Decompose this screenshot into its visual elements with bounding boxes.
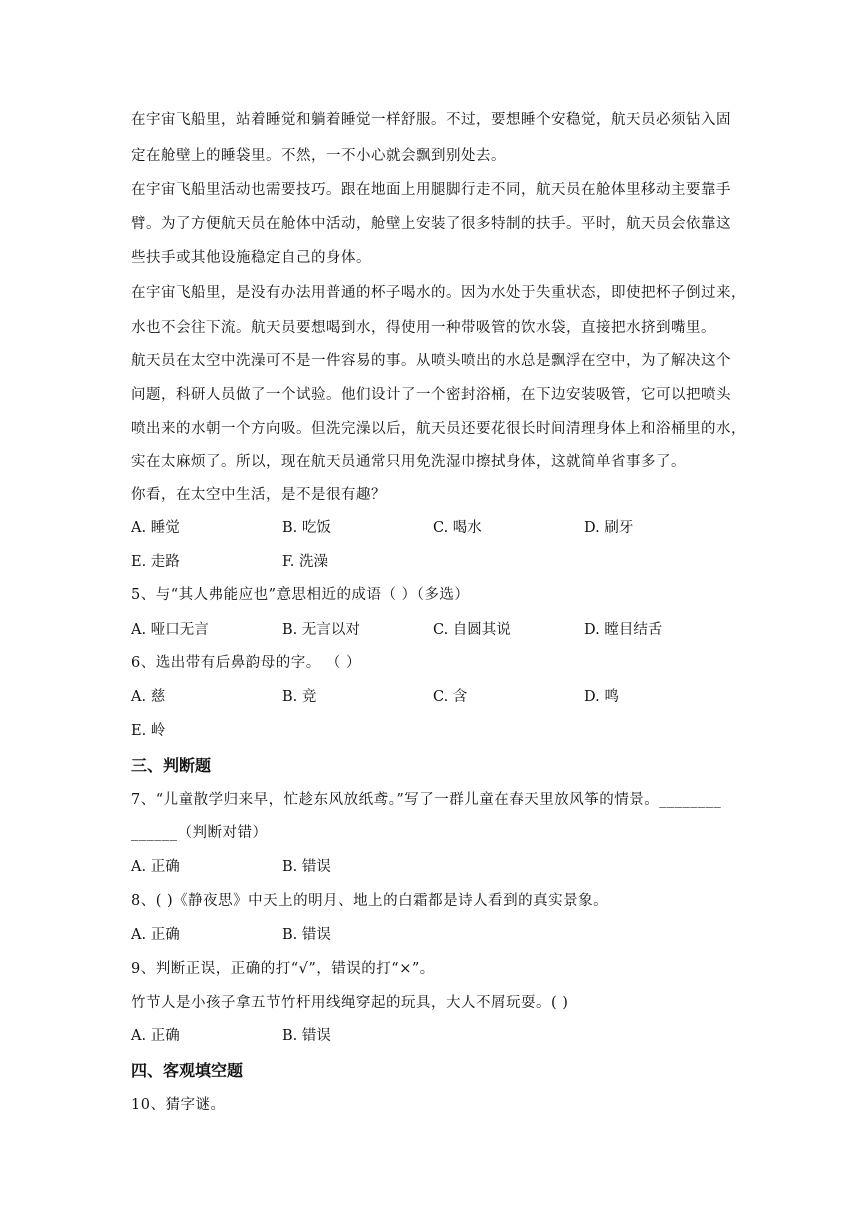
q4-option-a[interactable]: A. 睡觉 xyxy=(131,520,180,536)
passage-line: 问题，科研人员做了一个试验。他们设计了一个密封浴桶，在下边安装吸管，它可以把喷头 xyxy=(131,387,731,403)
q5-option-b[interactable]: B. 无言以对 xyxy=(282,622,360,638)
q7-option-a[interactable]: A. 正确 xyxy=(131,859,180,875)
passage-line: 喷出来的水朝一个方向吸。但洗完澡以后，航天员还要花很长时间清理身体上和浴桶里的水， xyxy=(131,421,746,437)
q9-option-a[interactable]: A. 正确 xyxy=(131,1028,180,1044)
q6-stem: 6、选出带有后鼻韵母的字。 （ ） xyxy=(131,655,361,671)
q4-option-f[interactable]: F. 洗澡 xyxy=(282,554,329,570)
passage-line: 航天员在太空中洗澡可不是一件容易的事。从喷头喷出的水总是飘浮在空中，为了解决这个 xyxy=(131,353,731,369)
passage-line: 在宇宙飞船里，是没有办法用普通的杯子喝水的。因为水处于失重状态，即使把杯子倒过来， xyxy=(131,285,746,301)
passage-line: 些扶手或其他设施稳定自己的身体。 xyxy=(131,250,371,266)
q6-option-a[interactable]: A. 慈 xyxy=(131,689,166,705)
passage-line: 臂。为了方便航天员在舱体中活动，舱壁上安装了很多特制的扶手。平时，航天员会依靠这 xyxy=(131,216,731,232)
q6-option-b[interactable]: B. 竞 xyxy=(282,689,317,705)
q8-stem: 8、( )《静夜思》中天上的明月、地上的白霜都是诗人看到的真实景象。 xyxy=(131,893,609,909)
q5-option-c[interactable]: C. 自圆其说 xyxy=(433,622,511,638)
q8-option-a[interactable]: A. 正确 xyxy=(131,927,180,943)
q4-option-d[interactable]: D. 刷牙 xyxy=(584,520,634,536)
q9-stem: 9、判断正误，正确的打“√”，错误的打“×”。 xyxy=(131,961,435,977)
q4-option-c[interactable]: C. 喝水 xyxy=(433,520,482,536)
passage-line: 在宇宙飞船里活动也需要技巧。跟在地面上用腿脚行走不同，航天员在舱体里移动主要靠手 xyxy=(131,182,731,198)
q9-option-b[interactable]: B. 错误 xyxy=(282,1028,331,1044)
q7-stem: 7、“儿童散学归来早，忙趁东风放纸鸢。”写了一群儿童在春天里放风筝的情景。________ xyxy=(131,792,722,808)
passage-line: 实在太麻烦了。所以，现在航天员通常只用免洗湿巾擦拭身体，这就简单省事多了。 xyxy=(131,454,686,470)
q7-option-b[interactable]: B. 错误 xyxy=(282,859,331,875)
passage-line: 你看，在太空中生活，是不是很有趣？ xyxy=(131,487,386,503)
q4-option-e[interactable]: E. 走路 xyxy=(131,554,180,570)
passage-line: 水也不会往下流。航天员要想喝到水，得使用一种带吸管的饮水袋，直接把水挤到嘴里。 xyxy=(131,320,716,336)
section-4-title: 四、客观填空题 xyxy=(131,1061,244,1080)
passage-line: 在宇宙飞船里，站着睡觉和躺着睡觉一样舒服。不过，要想睡个安稳觉，航天员必须钻入固 xyxy=(131,112,731,128)
q7-stem-cont: ______（判断对错） xyxy=(131,825,268,841)
q6-option-c[interactable]: C. 含 xyxy=(433,689,468,705)
q10-stem: 10、猜字谜。 xyxy=(131,1097,226,1113)
passage-line: 定在舱壁上的睡袋里。不然，一不小心就会飘到别处去。 xyxy=(131,148,506,164)
section-3-title: 三、判断题 xyxy=(131,756,212,775)
q8-option-b[interactable]: B. 错误 xyxy=(282,927,331,943)
q5-stem: 5、与“其人弗能应也”意思相近的成语（ ）（多选） xyxy=(131,587,470,603)
q5-option-d[interactable]: D. 瞠目结舌 xyxy=(584,622,663,638)
q4-option-b[interactable]: B. 吃饭 xyxy=(282,520,331,536)
q5-option-a[interactable]: A. 哑口无言 xyxy=(131,622,209,638)
q6-option-d[interactable]: D. 鸣 xyxy=(584,689,619,705)
q6-option-e[interactable]: E. 岭 xyxy=(131,723,166,739)
q9-statement: 竹节人是小孩子拿五节竹杆用线绳穿起的玩具，大人不屑玩耍。( ) xyxy=(131,995,569,1011)
